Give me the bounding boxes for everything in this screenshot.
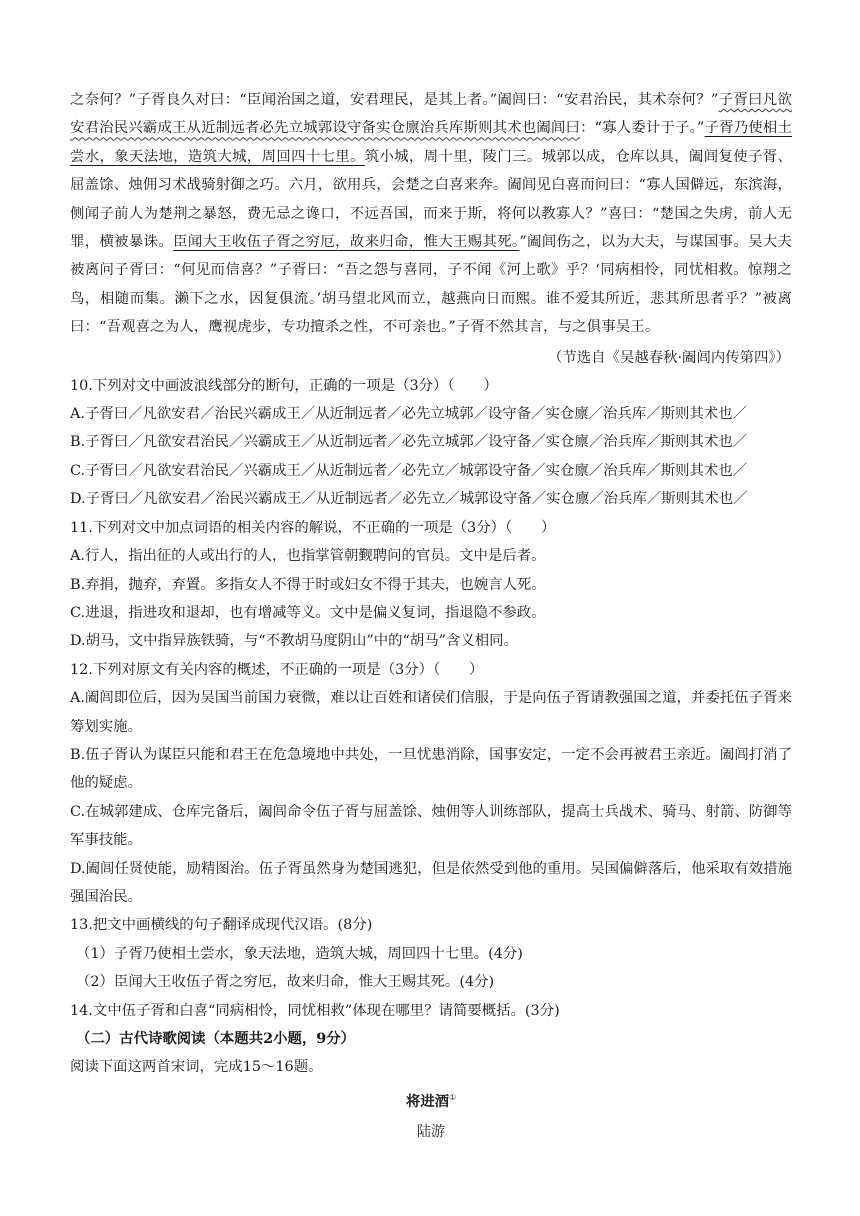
question-11-option-a[interactable]: A.行人，指出征的人或出行的人，也指掌管朝觐聘问的官员。文中是后者。 [70,548,546,565]
classical-passage [70,86,792,372]
poem-title [70,1084,792,1116]
question-11-option-b[interactable]: B.弃捐，抛弃，弃置。多指女人不得于时或妇女不得于其夫，也婉言人死。 [70,576,546,593]
question-12-option-a[interactable]: A.阖闾即位后，因为吴国当前国力衰微，难以让百姓和诸侯们信服，于是向伍子胥请教强国之道，并委托伍子胥来筹划实施。 [70,690,792,735]
question-10-stem: 10.下列对文中画波浪线部分的断句，正确的一项是（3分）（ ） [70,377,498,394]
wavy-underlined-passage: 子胥曰凡欲安君治民兴霸成王从近制远者必先立城郭设守备实仓廪治兵库斯则其术也阖闾曰 [70,92,792,137]
passage-segment-1: 之奈何？”子胥良久对曰：“臣闻治国之道，安君理民，是其上者。”阖闾曰：“安君治民，其术奈何？” [70,92,719,108]
passage-segment-4: ”阖闾伤之，以为大夫，与谋国事。吴大夫被离问子胥曰：“何见而信喜？”子胥曰：“吾之怨与喜同，子不闻《河上歌》乎？‘同病相怜，同忧相救。惊翔之鸟，相随而集。濑下之水，因复俱流。’胡马望北风而立，越燕向日而熙。谁不爱其所近，悲其所思者乎？”被离曰：“吾观喜之为人，鹰视虎步，专功擅杀之性，不可亲也。”子胥不然其言，与之俱事吴王。 [70,234,792,336]
question-12-option-b[interactable]: B.伍子胥认为谋臣只能和君王在危急境地中共处，一旦忧患消除，国事安定，一定不会再被君王亲近。阖闾打消了他的疑虑。 [70,746,792,792]
question-10-option-a[interactable]: A.子胥曰／凡欲安君／治民兴霸成王／从近制远者／必先立城郭／设守备／实仓廪／治兵库／斯则其术也／ [70,406,747,423]
exam-page [70,86,792,1146]
underlined-sentence-1: 子胥乃使相土尝水，象天法地，造筑大城，周回四十七里。 [70,120,793,165]
question-12 [70,656,792,912]
question-12-stem: 12.下列对原文有关内容的概述，不正确的一项是（3分）（ ） [70,661,484,678]
section-heading: （二）古代诗歌阅读（本题共2小题，9分） [76,1030,356,1047]
passage-segment-2: ：“寡人委计于子。” [580,120,705,137]
question-13-stem: 13.把文中画横线的句子翻译成现代汉语。(8分) [70,917,373,934]
poem-author: 陆游 [417,1123,445,1140]
question-11-option-d[interactable]: D.胡马，文中指异族铁骑，与“不教胡马度阴山”中的“胡马”含义相同。 [70,633,518,650]
passage-segment-3: 筑小城，周十里，陵门三。城郭以成，仓库以具，阖闾复使子胥、屈盖馀、烛佣习术战骑射御之巧。六月，欲用兵，会楚之白喜来奔。阖闾见白喜而问曰：“寡人国僻远，东滨海，侧闻子前人为楚荆之暴怒，费无忌之谗口，不远吾国，而来于斯，将何以教寡人？”喜曰：“楚国之失虏，前人无罪，横被暴诛。 [70,148,792,251]
question-11-stem: 11.下列对文中加点词语的相关内容的解说，不正确的一项是（3分）（ ） [70,519,556,536]
question-11 [70,514,792,656]
question-14 [70,997,792,1025]
question-11-option-c[interactable]: C.进退，指进攻和退却，也有增减等义。文中是偏义复词，指退隐不参政。 [70,604,546,621]
question-10-option-b[interactable]: B.子胥曰／凡欲安君治民／兴霸成王／从近制远者／必先立城郭／设守备／实仓廪／治兵库／斯则其术也／ [70,434,748,451]
poetry-section [70,1025,792,1146]
passage-text [70,86,792,342]
question-13 [70,911,792,996]
poem-title-text: 将进酒 [405,1092,449,1110]
question-12-option-c[interactable]: C.在城郭建成、仓库完备后，阖闾命令伍子胥与屈盖馀、烛佣等人训练部队，提高士兵战术、骑马、射箭、防御等军事技能。 [70,803,792,849]
section-intro: 阅读下面这两首宋词，完成15～16题。 [70,1059,323,1076]
question-10-option-c[interactable]: C.子胥曰／凡欲安君治民／兴霸成王／从近制远者／必先立／城郭设守备／实仓廪／治兵库／斯则其术也／ [70,462,748,479]
question-13-item-1: （1）子胥乃使相土尝水，象天法地，造筑大城，周回四十七里。(4分) [76,945,523,962]
passage-source: （节选自《吴越春秋·阖闾内传第四》） [547,349,790,366]
poem-footnote-marker: ① [449,1092,457,1102]
question-10 [70,372,792,514]
question-12-option-d[interactable]: D.阖闾任贤使能，励精图治。伍子胥虽然身为楚国逃犯，但是依然受到他的重用。吴国偏僻落后，他采取有效措施强国治民。 [70,860,792,905]
underlined-sentence-2: 臣闻大王收伍子胥之穷厄，故来归命，惟大王赐其死。 [173,234,520,251]
question-10-option-d[interactable]: D.子胥曰／凡欲安君／治民兴霸成王／从近制远者／必先立／城郭设守备／实仓廪／治兵库／斯则其术也／ [70,491,748,508]
question-14-stem: 14.文中伍子胥和白喜“同病相怜，同忧相救”体现在哪里？请简要概括。(3分) [70,1002,560,1019]
question-13-item-2: （2）臣闻大王收伍子胥之穷厄，故来归命，惟大王赐其死。(4分) [76,974,495,991]
